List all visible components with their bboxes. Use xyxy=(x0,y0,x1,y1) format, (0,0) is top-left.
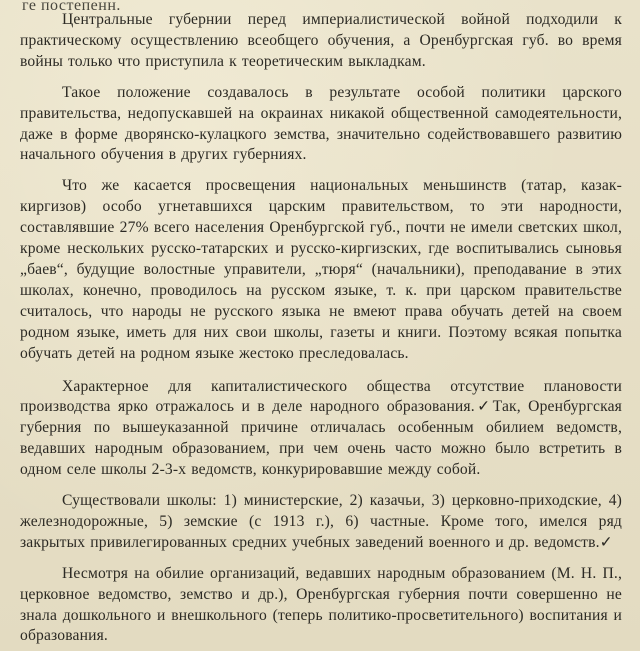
paragraph-4: Характерное для капиталистического общества отсутствие плановости производства ярко отражалось и в деле народного образования.✓Так, Оренбургская губерния по вышеуказанной причине отличалась особенным обилием ведомств, ведавших народным образованием, при чем очень часто можно было встретить в одном селе школы 2-3-х ведомств, конкурировавшие между собой. xyxy=(20,377,622,479)
paragraph-1: Центральные губернии перед империалистической войной подходили к практическому осуществлению всеобщего обучения, а Оренбургская губ. во время войны только что приступила к теоретическим выкладкам. xyxy=(20,11,622,70)
paragraph-6: Несмотря на обилие организаций, ведавших народным образованием (М. Н. П., церковное ведомство, земство и др.), Оренбургская губерния почти совершенно не знала дошкольного и внешкольного (теперь политико-просветительного) воспитания и образования. xyxy=(20,564,622,645)
paragraph-5: Существовали школы: 1) министерские, 2) казачьи, 3) церковно-приходские, 4) железнодорожные, 5) земские (с 1913 г.), 6) частные. Кроме того, имелся ряд закрытых привилегированных средних учебных заведений военного и др. ведомств.✓ xyxy=(20,492,622,551)
cut-off-text-line: ге постепенн. xyxy=(22,0,121,14)
paragraph-2: Такое положение создавалось в результате особой политики царского правительства, недопускавшей на окраинах никакой общественной самодеятельности, даже в форме дворянско-кулацкого земства, значительно содействовавшего развитию начального обучения в других губерниях. xyxy=(20,83,622,164)
paragraph-3: Что же касается просвещения национальных меньшинств (татар, казак-киргизов) особо угнетавшихся царским правительством, то эти народности, составлявшие 27% всего населения Оренбургской губ., почти не имели светских школ, кроме нескольких русско-татарских и русско-киргизских, где воспитывались сыновья „баев“, будущие волостные управители, „тюря“ (начальники), преподавание в этих школах, конечно, проводилось на русском языке, т. к. при царском правительстве считалось, что народы не русского языка не вмеют права обучать детей на своем родном языке, иметь для них свои школы, газеты и книги. Поэтому всякая попытка обучать детей на родном языке жестоко преследовалась. xyxy=(20,177,622,362)
